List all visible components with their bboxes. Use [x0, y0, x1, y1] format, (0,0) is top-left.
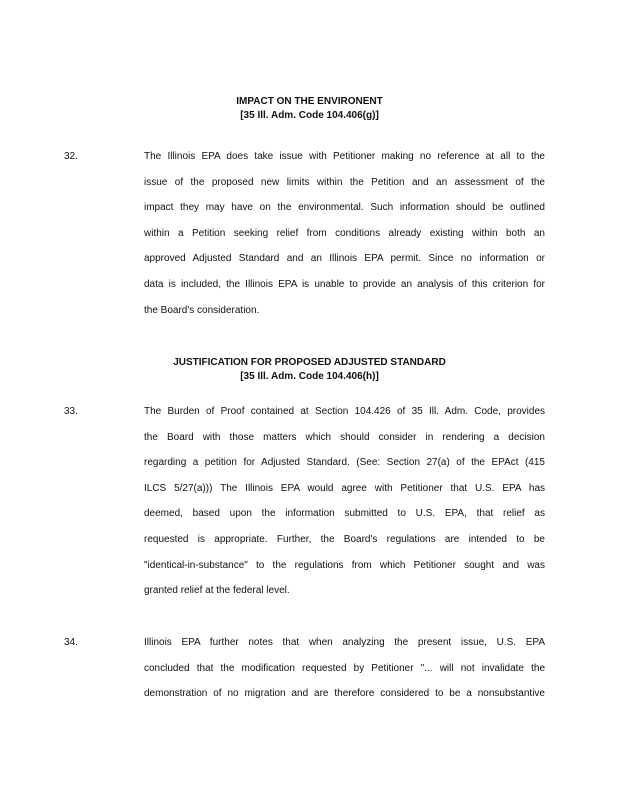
section-citation: [35 Ill. Adm. Code 104.406(g)]: [240, 110, 379, 121]
paragraph-line: deemed, based upon the information submitted to U.S. EPA, that relief as: [144, 508, 545, 520]
paragraph-34: [144, 637, 545, 714]
paragraph-line: the Board with those matters which should consider in rendering a decision: [144, 431, 545, 443]
paragraph-number: 32.: [64, 151, 78, 162]
section-title: IMPACT ON THE ENVIRONENT: [236, 96, 383, 107]
paragraph-line: Illinois EPA further notes that when analyzing the present issue, U.S. EPA: [144, 637, 545, 648]
paragraph-line: granted relief at the federal level.: [144, 585, 290, 597]
paragraph-32: [144, 151, 545, 330]
paragraph-line: ILCS 5/27(a))) The Illinois EPA would agree with Petitioner that U.S. EPA has: [144, 482, 545, 494]
paragraph-33: [144, 406, 545, 611]
paragraph-line: issue of the proposed new limits within the Petition and an assessment of the: [144, 176, 545, 188]
paragraph-line: demonstration of no migration and are therefore considered to be a nonsubstantive: [144, 688, 545, 700]
paragraph-line: "identical-in-substance" to the regulations from which Petitioner sought and was: [144, 559, 545, 571]
paragraph-line: requested is appropriate. Further, the Board's regulations are intended to be: [144, 533, 545, 545]
paragraph-line: within a Petition seeking relief from conditions already existing within both an: [144, 227, 545, 239]
paragraph-line: the Board's consideration.: [144, 304, 260, 316]
paragraph-number: 33.: [64, 406, 78, 417]
paragraph-line: The Burden of Proof contained at Section 104.426 of 35 Ill. Adm. Code, provides: [144, 406, 545, 417]
paragraph-line: The Illinois EPA does take issue with Petitioner making no reference at all to the: [144, 151, 545, 162]
paragraph-line: impact they may have on the environmental. Such information should be outlined: [144, 202, 545, 214]
paragraph-line: approved Adjusted Standard and an Illinois EPA permit. Since no information or: [144, 253, 545, 265]
heading-justification: [0, 356, 619, 384]
paragraph-line: data is included, the Illinois EPA is unable to provide an analysis of this criterion for: [144, 278, 545, 290]
paragraph-line: regarding a petition for Adjusted Standard. (See: Section 27(a) of the EPAct (415: [144, 457, 545, 469]
heading-impact: [0, 95, 619, 123]
section-title: JUSTIFICATION FOR PROPOSED ADJUSTED STANDARD: [173, 357, 446, 368]
section-citation: [35 Ill. Adm. Code 104.406(h)]: [240, 371, 379, 382]
paragraph-line: concluded that the modification requested by Petitioner "... will not invalidate the: [144, 662, 545, 674]
paragraph-number: 34.: [64, 637, 78, 648]
